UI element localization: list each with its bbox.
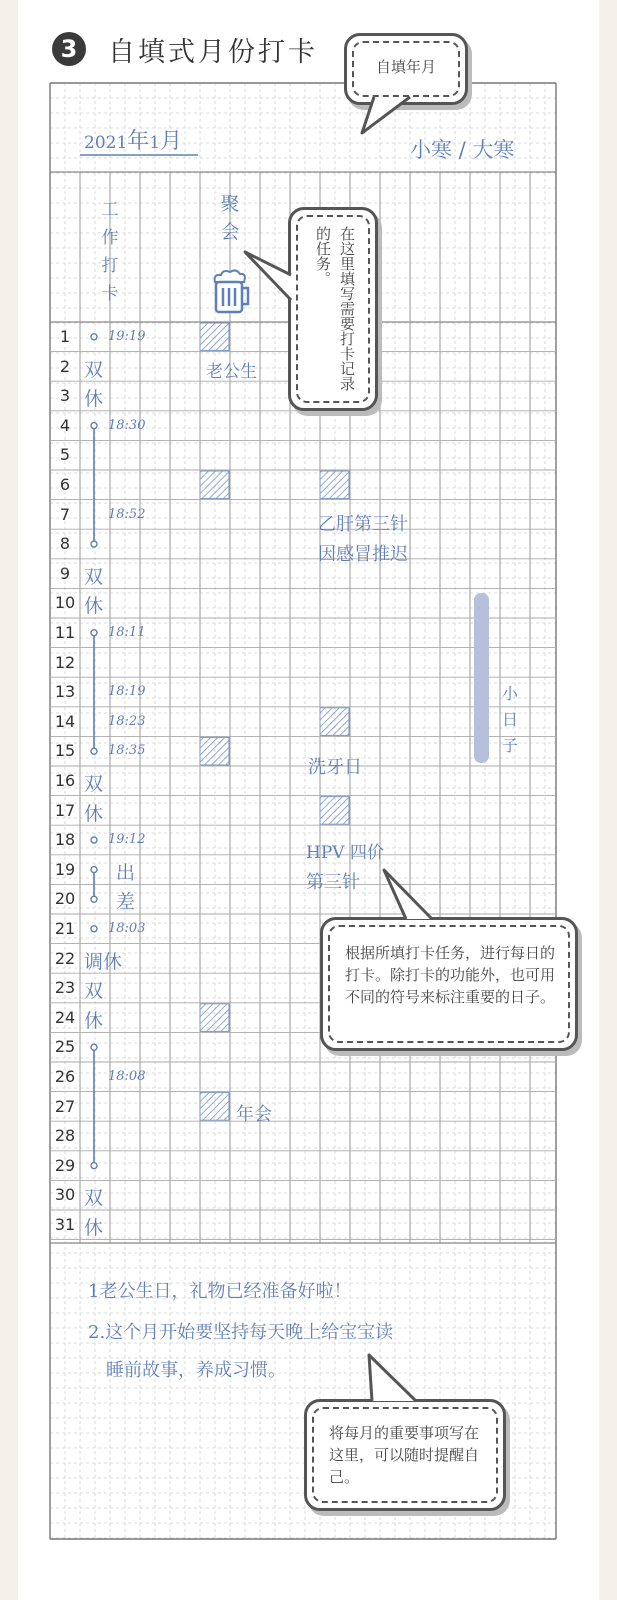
day-number-16: 16 <box>54 771 76 790</box>
callout-year-month-text: 自填年月 <box>375 58 436 76</box>
year-value: 2021 <box>84 133 128 153</box>
col-work-char: 卡 <box>101 284 119 304</box>
col-work-char: 打 <box>101 256 119 276</box>
day-number-17: 17 <box>54 800 76 820</box>
checkin-entry-day-21[interactable]: 18:03 <box>108 921 146 936</box>
callout-monthly-text: 将每月的重要事项写在这里，可以随时提醒自己。 <box>329 1424 480 1486</box>
day-number-30: 30 <box>54 1185 76 1205</box>
day-number-2: 2 <box>59 356 71 376</box>
month-suffix: 月 <box>160 129 183 154</box>
callout-task-text: 在这里填写需要打卡记录的任务。 <box>314 226 356 391</box>
checkin-entry-day-10[interactable]: 休 <box>84 595 104 618</box>
year-suffix: 年 <box>127 129 150 154</box>
day-number-28: 28 <box>54 1126 76 1146</box>
note-hepatitis-third-shot: 乙肝第三针 <box>318 514 408 535</box>
checkin-entry-day-9[interactable]: 双 <box>84 565 104 588</box>
day-number-18: 18 <box>54 830 76 850</box>
day-number-26: 26 <box>54 1067 76 1086</box>
day-number-22: 22 <box>54 948 76 968</box>
checkin-entry-day-31[interactable]: 休 <box>84 1217 104 1239</box>
day-number-15: 15 <box>54 741 76 761</box>
solar-terms: 小寒 / 大寒 <box>410 138 515 162</box>
checkin-entry-day-2[interactable]: 双 <box>84 358 104 381</box>
day-number-23: 23 <box>54 978 76 998</box>
section-number-badge: 3 <box>52 32 86 66</box>
section-title: 自填式月份打卡 <box>108 37 318 68</box>
day-number-14: 14 <box>54 711 76 731</box>
checkin-entry-day-14[interactable]: 18:23 <box>108 713 146 729</box>
day-number-1: 1 <box>59 327 71 346</box>
note-husband-birthday: 老公生 <box>206 362 257 382</box>
checkin-entry-day-26[interactable]: 18:08 <box>108 1069 146 1084</box>
checkin-entry-day-30[interactable]: 双 <box>84 1187 104 1210</box>
day-number-31: 31 <box>54 1215 76 1234</box>
checkin-entry-day-15[interactable]: 18:35 <box>108 743 146 759</box>
note-annual-party: 年会 <box>236 1104 272 1125</box>
note-third-shot: 第三针 <box>306 872 360 893</box>
day-number-29: 29 <box>54 1155 76 1175</box>
day-number-5: 5 <box>59 445 71 465</box>
note-delayed-by-cold: 因感冒推迟 <box>318 544 408 565</box>
day-number-7: 7 <box>59 504 71 524</box>
day-number-6: 6 <box>59 475 71 494</box>
checkin-entry-day-1[interactable]: 19:19 <box>108 329 146 344</box>
checkin-entry-day-22[interactable]: 调休 <box>84 950 123 973</box>
monthly-note-2: 2.这个月开始要坚持每天晚上给宝宝读 <box>88 1322 394 1343</box>
day-number-19: 19 <box>54 859 76 879</box>
day-number-25: 25 <box>54 1037 76 1057</box>
checkin-entry-day-18[interactable]: 19:12 <box>108 832 146 848</box>
col-work-char: 作 <box>101 228 119 248</box>
day-number-3: 3 <box>59 386 71 406</box>
month-value: 1 <box>149 133 161 153</box>
period-text-char: 小 <box>501 684 518 703</box>
day-number-12: 12 <box>54 652 76 672</box>
checkin-entry-day-7[interactable]: 18:52 <box>108 506 146 522</box>
period-text-char: 日 <box>501 710 518 729</box>
monthly-note-3: 睡前故事，养成习惯。 <box>106 1360 286 1381</box>
col-work-char: 工 <box>101 200 119 220</box>
day-number-4: 4 <box>59 415 71 435</box>
note-teeth-cleaning: 洗牙日 <box>308 757 362 778</box>
day-number-10: 10 <box>54 593 76 613</box>
day-number-13: 13 <box>54 682 76 702</box>
checkin-entry-day-24[interactable]: 休 <box>84 1009 104 1032</box>
checkin-entry-day-19[interactable]: 出 <box>116 861 136 884</box>
day-number-9: 9 <box>59 563 71 583</box>
callout-daily-text: 根据所填打卡任务，进行每日的打卡。除打卡的功能外，也可用不同的符号来标注重要的日子。 <box>345 944 556 1006</box>
checkin-entry-day-23[interactable]: 双 <box>84 980 104 1003</box>
checkin-entry-day-4[interactable]: 18:30 <box>108 417 146 433</box>
checkin-entry-day-20[interactable]: 差 <box>116 891 136 914</box>
col-party-char: 会 <box>220 221 240 243</box>
day-number-11: 11 <box>54 623 76 642</box>
day-number-20: 20 <box>54 889 76 909</box>
monthly-note-1: 1老公生日，礼物已经准备好啦！ <box>88 1281 352 1302</box>
day-number-24: 24 <box>54 1007 76 1027</box>
checkin-entry-day-11[interactable]: 18:11 <box>108 625 146 640</box>
day-number-8: 8 <box>59 534 71 554</box>
checkin-entry-day-17[interactable]: 休 <box>84 802 104 825</box>
day-number-27: 27 <box>54 1096 76 1116</box>
day-number-21: 21 <box>54 919 76 938</box>
period-text-char: 子 <box>501 736 518 755</box>
checkin-entry-day-13[interactable]: 18:19 <box>108 684 146 700</box>
checkin-entry-day-16[interactable]: 双 <box>84 773 104 795</box>
note-hpv-four: HPV 四价 <box>306 843 384 863</box>
checkin-entry-day-3[interactable]: 休 <box>84 388 104 411</box>
col-party-char: 聚 <box>220 193 240 215</box>
